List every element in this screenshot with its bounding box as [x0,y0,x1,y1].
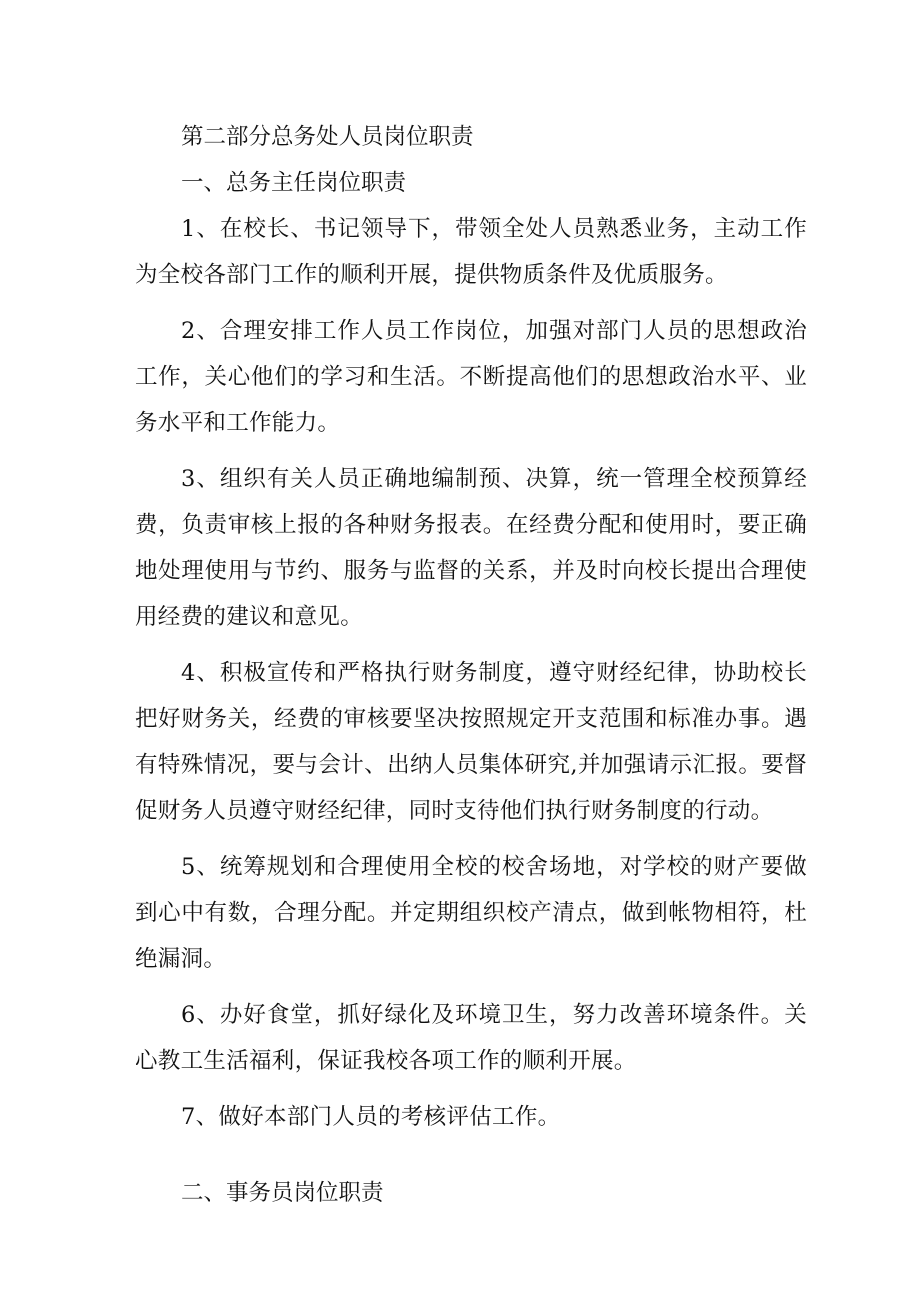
document-title: 第二部分总务处人员岗位职责 [181,124,474,150]
duty-item-3: 3、组织有关人员正确地编制预、决算，统一管理全校预算经费，负责审核上报的各种财务报表。在经费分配和使用时，要正确地处理使用与节约、服务与监督的关系，并及时向校长提出合理使用经费的建议和意见。 [135,466,807,630]
section-heading-clerk: 二、事务员岗位职责 [181,1180,384,1206]
duty-item-7: 7、做好本部门人员的考核评估工作。 [181,1104,561,1130]
duty-item-1: 1、在校长、书记领导下，带领全处人员熟悉业务，主动工作为全校各部门工作的顺利开展，提供物质条件及优质服务。 [135,216,807,288]
duty-item-5: 5、统筹规划和合理使用全校的校舍场地，对学校的财产要做到心中有数，合理分配。并定期组织校产清点，做到帐物相符，杜绝漏洞。 [135,854,807,972]
duty-item-6: 6、办好食堂，抓好绿化及环境卫生，努力改善环境条件。关心教工生活福利，保证我校各项工作的顺利开展。 [135,1002,807,1074]
document-body [135,114,807,1216]
duty-item-2: 2、合理安排工作人员工作岗位，加强对部门人员的思想政治工作，关心他们的学习和生活。不断提高他们的思想政治水平、业务水平和工作能力。 [135,318,807,436]
duty-item-4: 4、积极宣传和严格执行财务制度，遵守财经纪律，协助校长把好财务关，经费的审核要坚决按照规定开支范围和标准办事。遇有特殊情况，要与会计、出纳人员集体研究,并加强请示汇报。要督促财务人员遵守财经纪律，同时支待他们执行财务制度的行动。 [135,660,807,824]
section-heading-director: 一、总务主任岗位职责 [181,170,407,196]
